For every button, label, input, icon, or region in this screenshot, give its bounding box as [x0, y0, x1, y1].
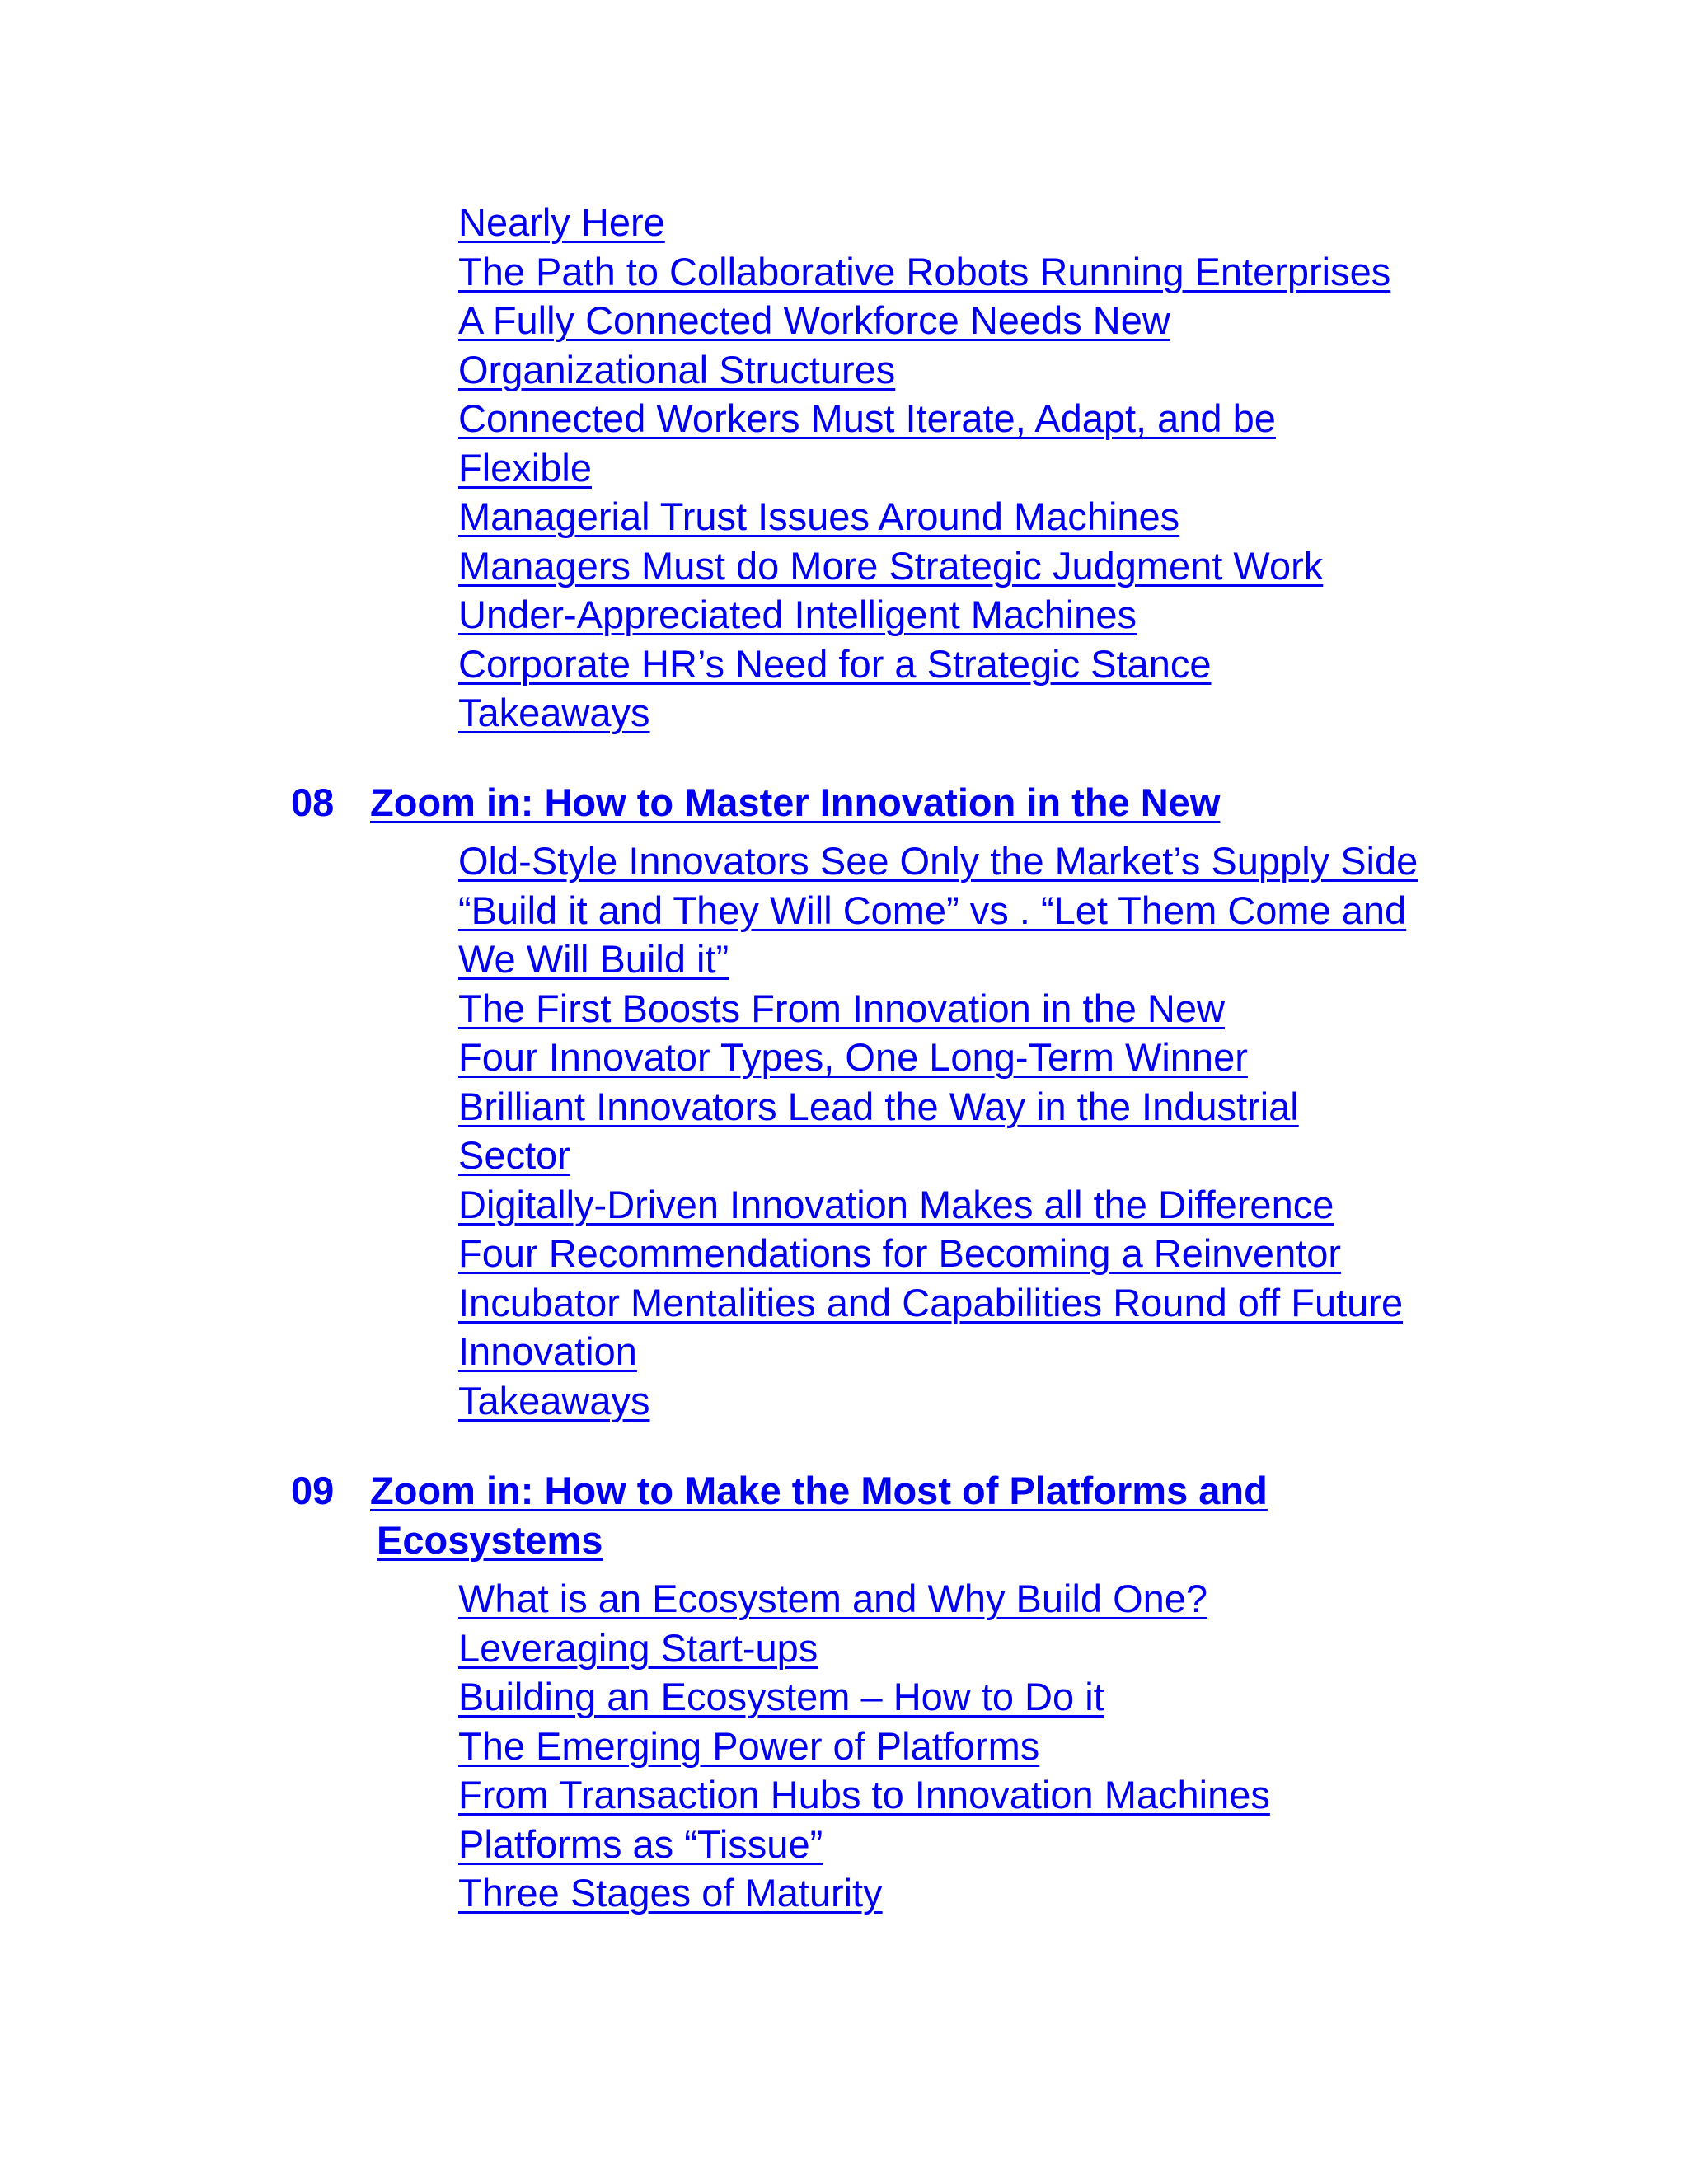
toc-entry — [458, 590, 1489, 640]
chapter-heading-09-continued — [291, 1516, 1527, 1565]
toc-entry — [458, 1033, 1489, 1082]
chapter-link-09[interactable] — [291, 1469, 1268, 1512]
toc-entry — [458, 1082, 1489, 1132]
toc-link[interactable]: Four Recommendations for Becoming a Reinventor — [458, 1231, 1342, 1275]
toc-link[interactable]: Corporate HR’s Need for a Strategic Stance — [458, 641, 1212, 686]
toc-link[interactable]: Building an Ecosystem – How to Do it — [458, 1675, 1104, 1718]
chapter-title-line-1: Zoom in: How to Make the Most of Platforms and — [370, 1469, 1268, 1512]
chapter-number: 09 — [291, 1469, 335, 1512]
toc-link[interactable]: The First Boosts From Innovation in the New — [458, 986, 1225, 1030]
toc-entry — [458, 837, 1489, 886]
toc-link[interactable]: Under-Appreciated Intelligent Machines — [458, 593, 1137, 636]
chapter-heading-09 — [291, 1466, 1527, 1516]
toc-entry — [458, 1672, 1489, 1722]
toc-entry — [458, 1574, 1489, 1624]
toc-link[interactable]: A Fully Connected Workforce Needs New — [458, 298, 1170, 342]
toc-link[interactable]: Brilliant Innovators Lead the Way in the Industrial — [458, 1084, 1299, 1128]
toc-link[interactable]: From Transaction Hubs to Innovation Machines — [458, 1773, 1270, 1816]
chapter-number: 08 — [291, 780, 335, 824]
toc-entry — [458, 345, 1489, 395]
toc-link[interactable]: Managerial Trust Issues Around Machines — [458, 494, 1180, 538]
toc-entry — [458, 198, 1489, 247]
toc-link[interactable]: Incubator Mentalities and Capabilities Round off Future — [458, 1280, 1404, 1324]
toc-entry — [458, 394, 1489, 443]
toc-link[interactable]: Nearly Here — [458, 200, 665, 244]
toc-entry — [458, 640, 1489, 689]
toc-link[interactable]: Takeaways — [458, 1378, 650, 1422]
toc-entry — [458, 541, 1489, 591]
toc-entry — [458, 1868, 1489, 1918]
chapter-title-line-2[interactable]: Ecosystems — [377, 1517, 603, 1562]
toc-link[interactable]: Four Innovator Types, One Long-Term Winner — [458, 1035, 1248, 1079]
toc-entry — [458, 443, 1489, 493]
toc-entry — [458, 492, 1489, 541]
toc-entry — [458, 935, 1489, 984]
toc-link[interactable]: Takeaways — [458, 691, 650, 734]
toc-link[interactable]: The Path to Collaborative Robots Running Enterprises — [458, 249, 1391, 293]
toc-link[interactable]: Sector — [458, 1133, 570, 1177]
toc-link[interactable]: Connected Workers Must Iterate, Adapt, and be — [458, 396, 1276, 440]
toc-link[interactable]: Organizational Structures — [458, 347, 896, 391]
toc-link[interactable]: Digitally-Driven Innovation Makes all the Difference — [458, 1182, 1334, 1226]
toc-link[interactable]: Flexible — [458, 445, 592, 490]
toc-entry — [458, 688, 1489, 738]
toc-link[interactable]: “Build it and They Will Come” vs . “Let Them Come and — [458, 888, 1407, 932]
chapter-title: Zoom in: How to Master Innovation in the New — [370, 780, 1221, 824]
toc-entry — [458, 296, 1489, 345]
toc-entry — [458, 1376, 1489, 1426]
toc-entry — [458, 1770, 1489, 1820]
toc-entry — [458, 1624, 1489, 1673]
toc-link[interactable]: Leveraging Start-ups — [458, 1625, 818, 1670]
toc-link[interactable]: Old-Style Innovators See Only the Market’s Supply Side — [458, 839, 1418, 883]
toc-entry — [458, 1180, 1489, 1230]
toc-link[interactable]: Innovation — [458, 1329, 637, 1373]
toc-entry — [458, 247, 1489, 297]
toc-link[interactable]: Platforms as “Tissue” — [458, 1821, 823, 1866]
toc-link[interactable]: We Will Build it” — [458, 937, 729, 981]
toc-entry — [458, 1278, 1489, 1328]
toc-link[interactable]: What is an Ecosystem and Why Build One? — [458, 1577, 1208, 1620]
toc-entry — [458, 1229, 1489, 1278]
toc-link[interactable]: The Emerging Power of Platforms — [458, 1723, 1040, 1768]
toc-entry — [458, 984, 1489, 1033]
toc-entry — [458, 1327, 1489, 1376]
toc-entry — [458, 1131, 1489, 1180]
toc-link[interactable]: Three Stages of Maturity — [458, 1871, 883, 1915]
chapter-heading-08 — [291, 778, 1527, 827]
toc-entry — [458, 886, 1489, 935]
toc-entry — [458, 1722, 1489, 1771]
toc-link[interactable]: Managers Must do More Strategic Judgment Work — [458, 543, 1324, 588]
chapter-link-08[interactable] — [291, 780, 1220, 824]
toc-entry — [458, 1820, 1489, 1869]
